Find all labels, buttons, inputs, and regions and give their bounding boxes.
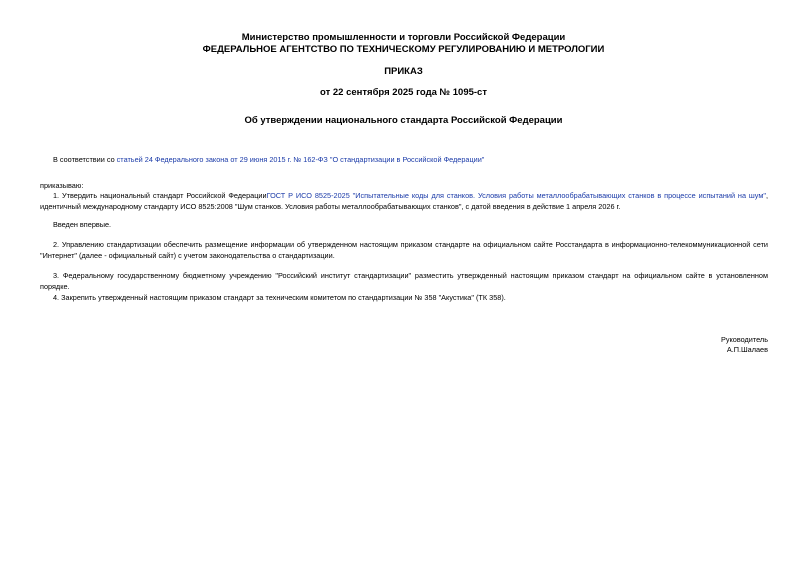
basis-prefix: В соответствии со: [53, 155, 117, 164]
basis-paragraph: [40, 154, 768, 165]
introduced-note: Введен впервые.: [53, 220, 112, 229]
item-1-suffix: , идентичный международному стандарту ИСО 8525:2008 "Шум станков. Условия работы металлообрабатывающих станков", с датой введения в действие 1 апреля 2026 г.: [40, 191, 768, 211]
doc-type: ПРИКАЗ: [384, 66, 423, 77]
doc-date-number: от 22 сентября 2025 года № 1095-ст: [320, 87, 487, 98]
doc-subject: Об утверждении национального стандарта Российской Федерации: [244, 115, 563, 126]
gost-standard-link[interactable]: ГОСТ Р ИСО 8525-2025 "Испытательные коды для станков. Условия работы металлообрабатывающих станков в процессе испытаний на шум": [266, 191, 766, 200]
agency-name: ФЕДЕРАЛЬНОЕ АГЕНТСТВО ПО ТЕХНИЧЕСКОМУ РЕГУЛИРОВАНИЮ И МЕТРОЛОГИИ: [202, 44, 605, 55]
ministry-name: Министерство промышленности и торговли Российской Федерации: [241, 32, 566, 43]
signature-title: Руководитель: [720, 335, 768, 344]
item-2-paragraph: 2. Управлению стандартизации обеспечить размещение информации об утвержденном настоящим приказом стандарте на официальном сайте Росстандарта в информационно-телекоммуникационной сети "Интернет" (далее - официальный сайт) с учетом законодательства о стандартизации.: [40, 240, 768, 260]
item-4-paragraph: 4. Закрепить утвержденный настоящим приказом стандарт за техническим комитетом по стандартизации № 358 "Акустика" (ТК 358).: [53, 293, 506, 302]
order-word: приказываю:: [40, 181, 84, 190]
item-1-paragraph: [40, 190, 768, 212]
item-1-prefix: 1. Утвердить национальный стандарт Российской Федерации: [53, 191, 267, 200]
signature-name: А.П.Шалаев: [726, 345, 768, 354]
item-3-paragraph: 3. Федеральному государственному бюджетному учреждению "Российский институт стандартизации" разместить утвержденный настоящим приказом стандарт на официальном сайте в установленном порядке.: [40, 271, 768, 291]
federal-law-link[interactable]: статьей 24 Федерального закона от 29 июня 2015 г. № 162-ФЗ "О стандартизации в Российской Федерации": [116, 155, 485, 164]
